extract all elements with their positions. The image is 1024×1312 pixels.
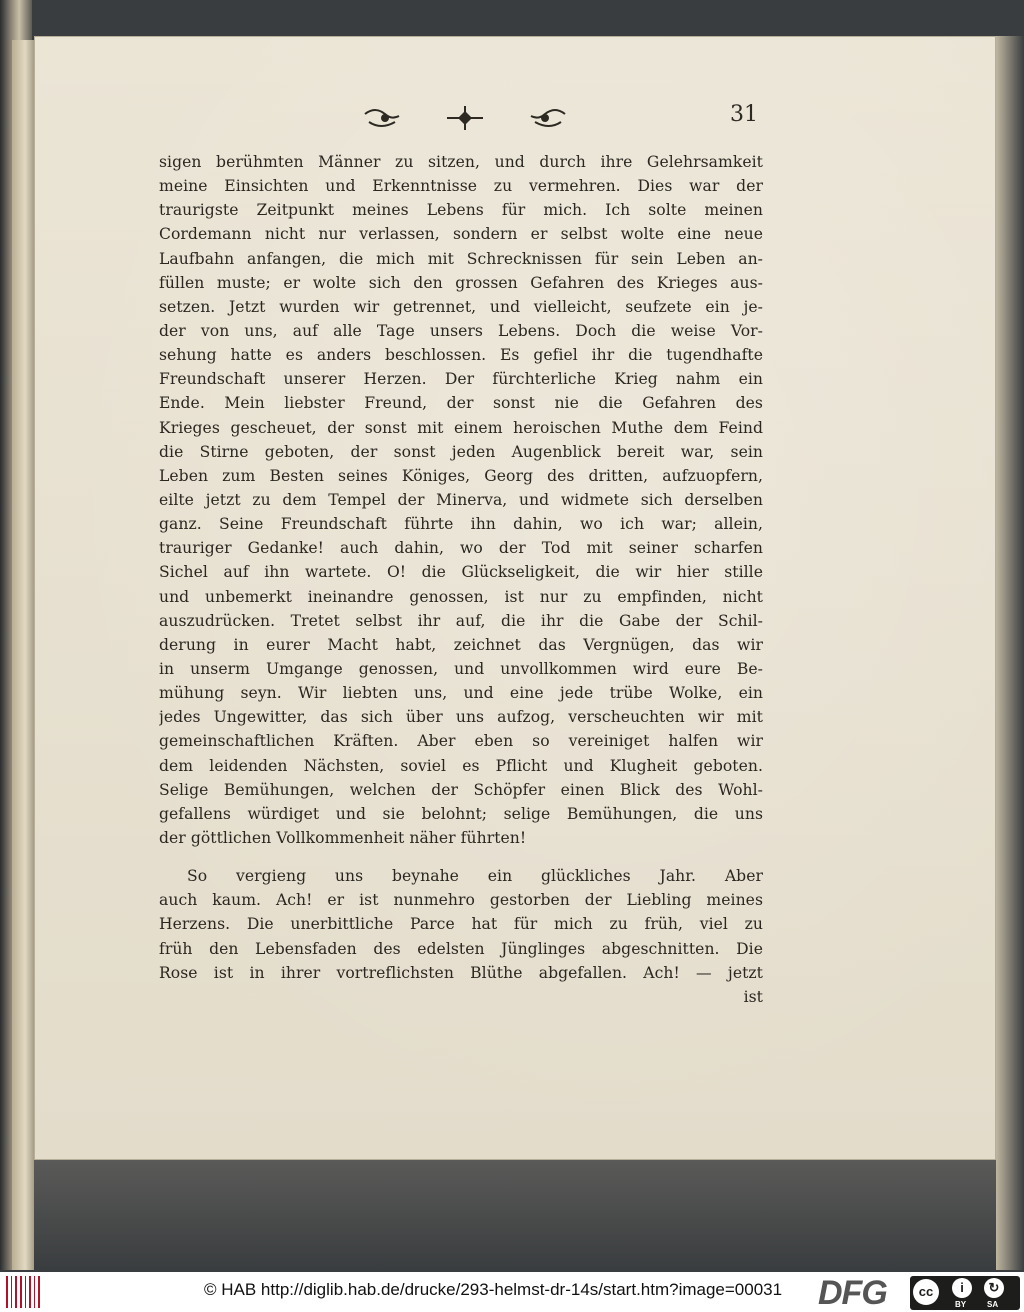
text-line: die Stirne geboten, der sonst jeden Augenblick bereit war, sein <box>159 442 763 461</box>
paragraph-2 <box>159 864 763 985</box>
source-link[interactable]: © HAB http://diglib.hab.de/drucke/293-helmst-dr-14s/start.htm?image=00031 <box>204 1280 783 1299</box>
text-line: Ende. Mein liebster Freund, der sonst nie die Gefahren des <box>159 394 763 413</box>
body-text <box>159 150 763 1009</box>
text-line: meine Einsichten und Erkenntnisse zu vermehren. Dies war der <box>159 177 763 196</box>
text-line: der von uns, auf alle Tage unsers Lebens. Doch die weise Vor- <box>159 321 763 340</box>
cc-icon: cc <box>913 1279 939 1305</box>
text-line: Selige Bemühungen, welchen der Schöpfer einen Blick des Wohl- <box>159 780 763 799</box>
text-line: Herzens. Die unerbittliche Parce hat für mich zu früh, viel zu <box>159 915 763 934</box>
paragraph-1 <box>159 150 763 850</box>
text-line: Sichel auf ihn wartete. O! die Glückseligkeit, die wir hier stille <box>159 563 763 582</box>
text-line: auszudrücken. Tretet selbst ihr auf, die ihr die Gabe der Schil- <box>159 611 763 630</box>
text-line: gefallens würdiget und sie belohnt; selige Bemühungen, die uns <box>159 804 763 823</box>
text-line: der göttlichen Vollkommenheit näher führten! <box>159 828 527 847</box>
text-line: sehung hatte es anders beschlossen. Es gefiel ihr die tugendhafte <box>159 346 763 365</box>
share-alike-icon: ↻ <box>984 1278 1004 1298</box>
page-number: 31 <box>730 102 758 127</box>
previous-page-edge <box>12 40 35 1270</box>
text-line: füllen muste; er wolte sich den grossen Gefahren des Krieges aus- <box>159 273 763 292</box>
page-right-edge <box>996 36 1024 1270</box>
cc-by-label: BY <box>955 1300 967 1309</box>
hab-logo <box>6 1276 40 1308</box>
text-line: So vergieng uns beynahe ein glückliches Jahr. Aber <box>187 867 763 886</box>
text-line: und unbemerkt ineinandre genossen, ist nur zu empfinden, nicht <box>159 587 763 606</box>
cc-sa-label: SA <box>987 1300 999 1309</box>
text-line: eilte jetzt zu dem Tempel der Minerva, und widmete sich derselben <box>159 490 763 509</box>
text-line: auch kaum. Ach! er ist nunmehro gestorben der Liebling meines <box>159 891 763 910</box>
page-shadow <box>34 1160 996 1270</box>
text-line: mühung seyn. Wir liebten uns, und eine jede trübe Wolke, ein <box>159 684 763 703</box>
text-line: gemeinschaftlichen Kräften. Aber eben so vereiniget halfen wir <box>159 732 763 751</box>
text-line: Freundschaft unserer Herzen. Der fürchterliche Krieg nahm ein <box>159 370 763 389</box>
text-line: traurigste Zeitpunkt meines Lebens für mich. Ich solte meinen <box>159 201 763 220</box>
text-line: ganz. Seine Freundschaft führte ihn dahin, wo ich war; allein, <box>159 515 763 534</box>
text-line: dem leidenden Nächsten, soviel es Pflicht und Klugheit geboten. <box>159 756 763 775</box>
text-line: Leben zum Besten seines Königes, Georg des dritten, aufzuopfern, <box>159 466 763 485</box>
dfg-logo: DFG <box>818 1274 887 1312</box>
text-line: derung in eurer Macht habt, zeichnet das Vergnügen, das wir <box>159 635 763 654</box>
header-ornament <box>355 104 575 132</box>
cc-license-badge[interactable] <box>910 1276 1020 1310</box>
text-line: Cordemann nicht nur verlassen, sondern er selbst wolte eine neue <box>159 225 763 244</box>
text-line: setzen. Jetzt wurden wir getrennet, und vielleicht, seufzete ein je- <box>159 297 763 316</box>
text-line: sigen berühmten Männer zu sitzen, und durch ihre Gelehrsamkeit <box>159 153 763 171</box>
text-line: in unserm Umgange genossen, und unvollkommen wird eure Be- <box>159 659 763 678</box>
text-line: früh den Lebensfaden des edelsten Jünglinges abgeschnitten. Die <box>159 939 763 958</box>
catchword: ist <box>743 987 763 1006</box>
text-line: Laufbahn anfangen, die mich mit Schrecknissen für sein Leben an- <box>159 249 763 268</box>
text-line: Rose ist in ihrer vortreflichsten Blüthe abgefallen. Ach! — jetzt <box>159 963 763 982</box>
by-person-icon: i <box>952 1278 972 1298</box>
text-line: Krieges gescheuet, der sonst mit einem heroischen Muthe dem Feind <box>159 418 763 437</box>
text-line: jedes Ungewitter, das sich über uns aufzog, verscheuchten wir mit <box>159 708 763 727</box>
text-line: trauriger Gedanke! auch dahin, wo der Tod mit seiner scharfen <box>159 539 763 558</box>
